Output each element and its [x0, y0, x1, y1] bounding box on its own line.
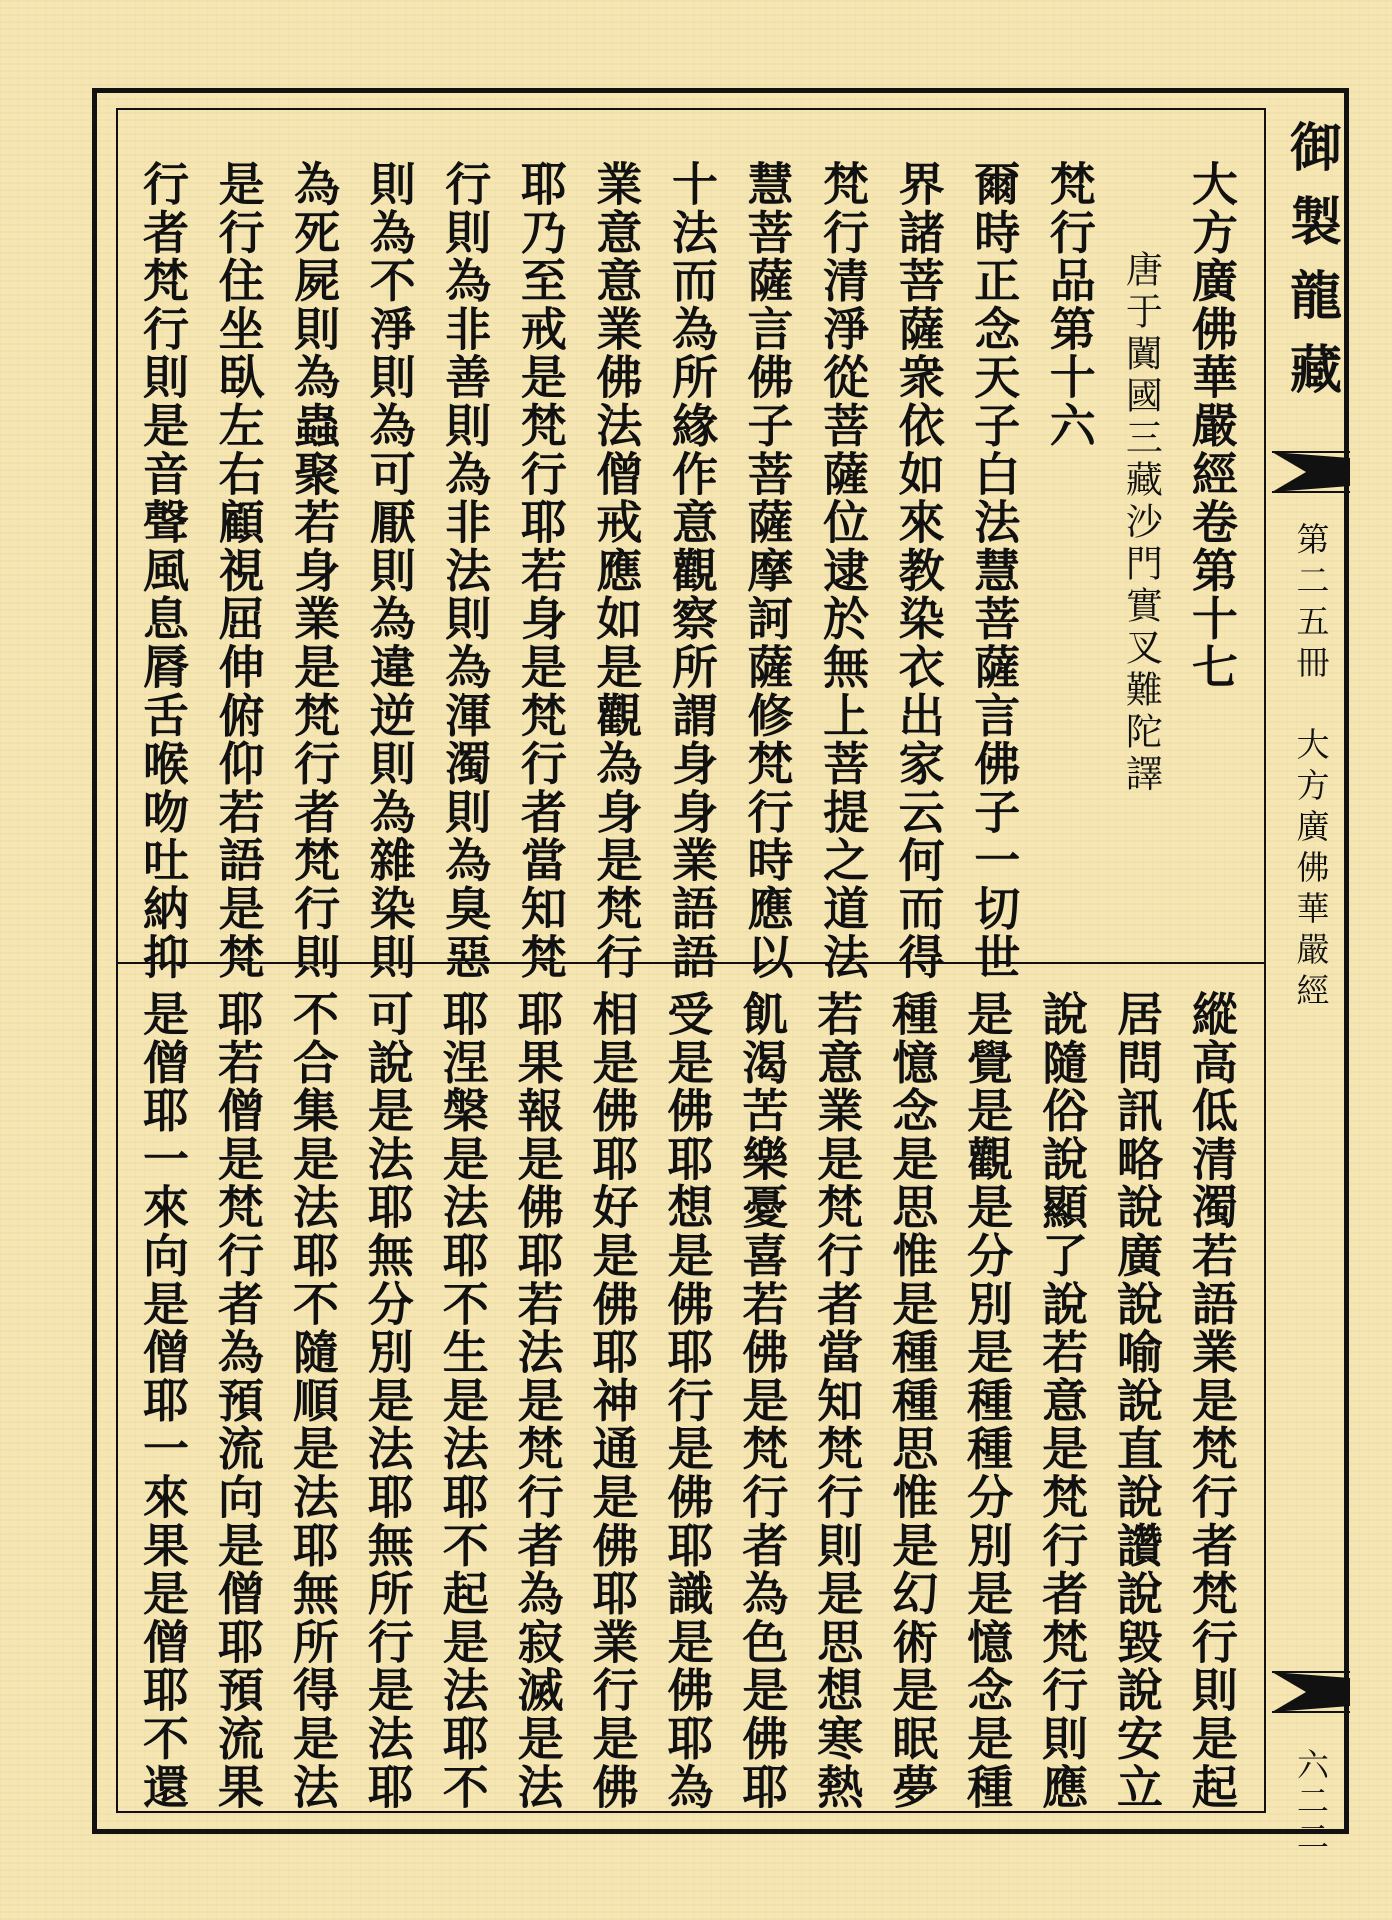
- text-column: 行則為非善則為非法則為渾濁則為臭惡: [438, 160, 493, 982]
- text-column: 則為不淨則為可厭則為違逆則為雜染則: [362, 160, 417, 982]
- text-column: 可說是法耶無分別是法耶無所行是法耶: [360, 990, 415, 1812]
- text-column: 慧菩薩言佛子菩薩摩訶薩修梵行時應以: [740, 160, 795, 982]
- text-column: 耶乃至戒是梵行耶若身是梵行者當知梵: [513, 160, 568, 982]
- text-column: 行者梵行則是音聲風息脣舌喉吻吐納抑: [136, 160, 190, 982]
- text-column: 飢渴苦樂憂喜若佛是梵行者為色是佛耶: [735, 990, 790, 1812]
- collection-title: [1272, 120, 1350, 440]
- text-column: 是覺是觀是分別是種種分別是憶念是種: [960, 990, 1015, 1812]
- text-column: 為死屍則為蟲聚若身業是梵行者梵行則: [287, 160, 342, 982]
- text-column: 不合集是法耶不隨順是法耶無所得是法: [285, 990, 340, 1812]
- translator-credit: 唐于闐國三藏沙門實叉難陀譯: [1119, 250, 1163, 796]
- text-column: 十法而為所緣作意觀察所謂身身業語語: [664, 160, 719, 982]
- volume-text: 第二五冊 大方廣佛華嚴經: [1291, 522, 1331, 1014]
- text-column: 說隨俗說顯了說若意是梵行者梵行則應: [1035, 990, 1090, 1812]
- volume-label: [1272, 522, 1350, 1082]
- text-column: 縱高低清濁若語業是梵行者梵行則是起: [1184, 990, 1239, 1812]
- lower-register: [136, 990, 1239, 1812]
- text-column: 梵行清淨從菩薩位逮於無上菩提之道法: [816, 160, 871, 982]
- collection-title-text: 御製龍藏: [1280, 120, 1342, 416]
- fishtail-lower-icon: [1272, 1672, 1350, 1712]
- text-column: 種憶念是思惟是種種思惟是幻術是眠夢: [885, 990, 940, 1812]
- text-column: 相是佛耶好是佛耶神通是佛耶業行是佛: [585, 990, 640, 1812]
- text-column: 大方廣佛華嚴經卷第十七: [1184, 160, 1239, 692]
- text-column: 耶涅槃是法耶不生是法耶不起是法耶不: [435, 990, 490, 1812]
- text-column: 是僧耶一來向是僧耶一來果是僧耶不還: [136, 990, 190, 1812]
- text-column: 居問訊略說廣說喻說直說讚說毀說安立: [1109, 990, 1164, 1812]
- text-column: 耶若僧是梵行者為預流向是僧耶預流果: [210, 990, 265, 1812]
- text-column: 耶果報是佛耶若法是梵行者為寂滅是法: [510, 990, 565, 1812]
- text-column: 受是佛耶想是佛耶行是佛耶識是佛耶為: [660, 990, 715, 1812]
- page-number: [1272, 1748, 1350, 1888]
- text-column: 爾時正念天子白法慧菩薩言佛子一切世: [967, 160, 1022, 982]
- text-column: 界諸菩薩衆依如來教染衣出家云何而得: [891, 160, 946, 982]
- page-number-text: 六二二: [1292, 1748, 1330, 1856]
- text-column: 若意業是梵行者當知梵行則是思想寒熱: [810, 990, 865, 1812]
- text-column: 是行住坐臥左右顧視屈伸俯仰若語是梵: [211, 160, 266, 982]
- fishtail-upper-icon: [1272, 452, 1350, 492]
- chapter-title: 梵行品第十六: [1042, 160, 1097, 450]
- text-column: 業意意業佛法僧戒應如是觀為身是梵行: [589, 160, 644, 982]
- upper-register: [136, 160, 1239, 982]
